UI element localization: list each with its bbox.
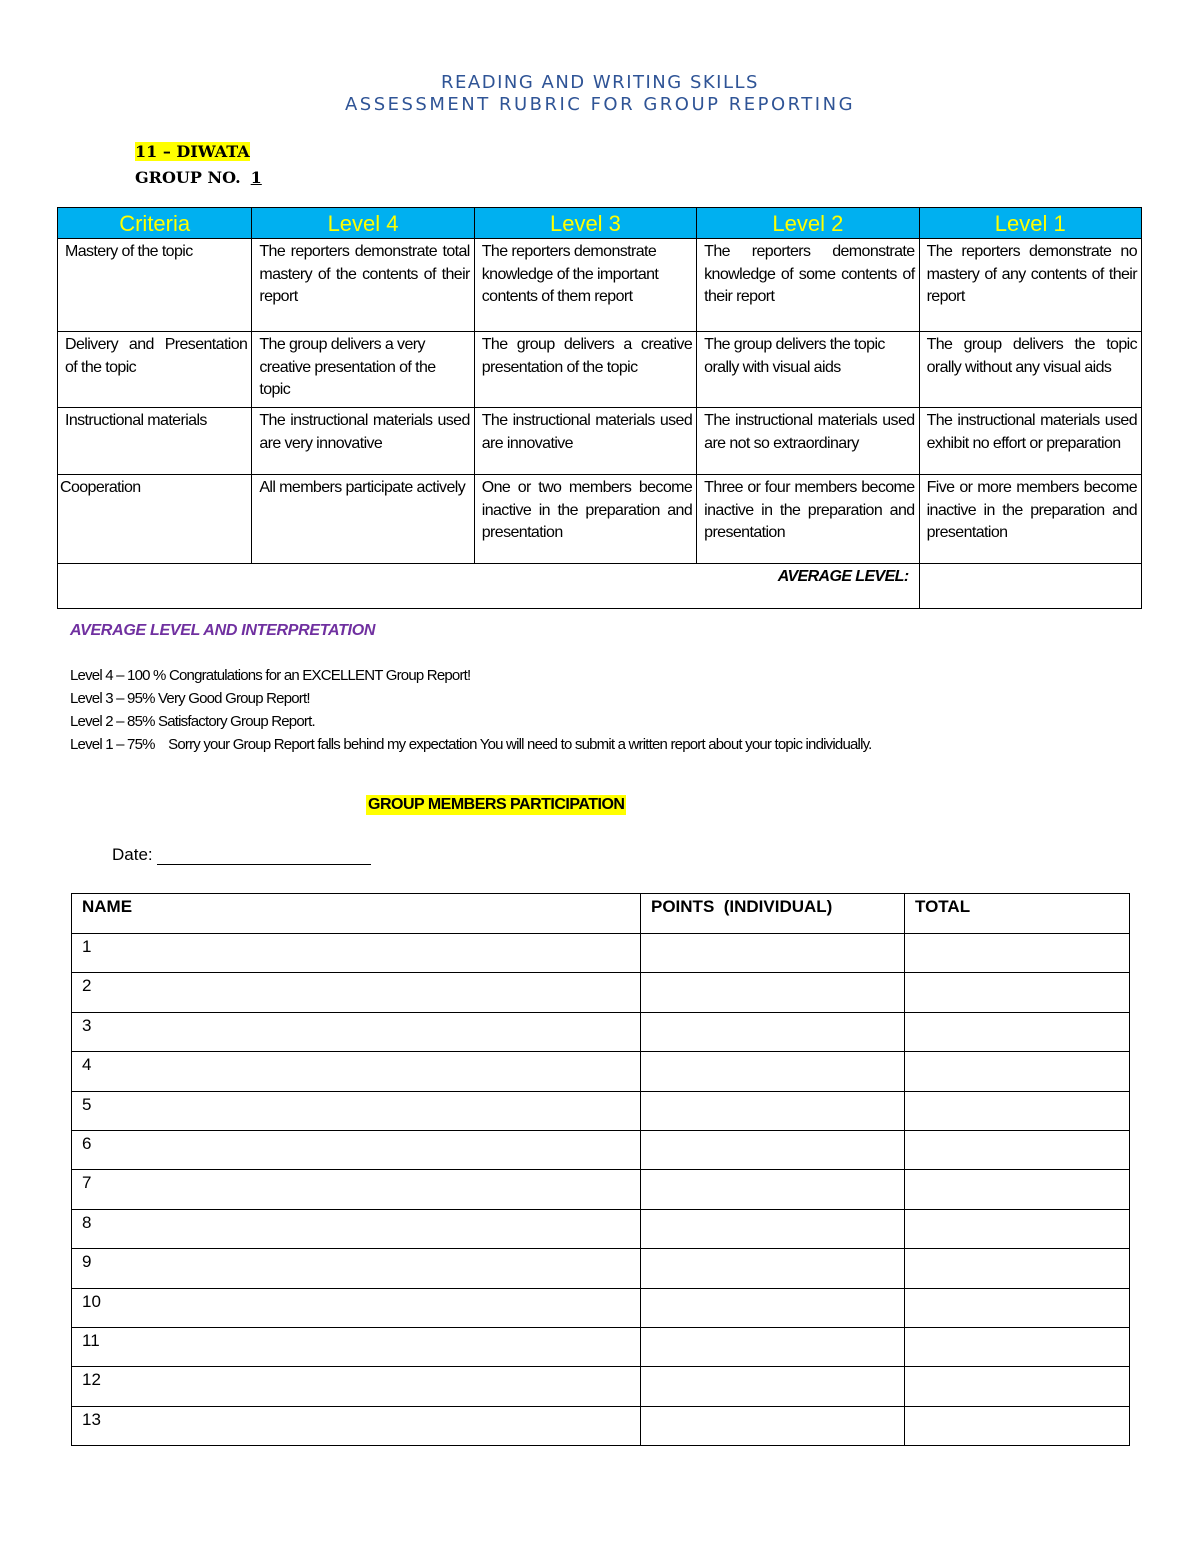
member-total-cell[interactable] — [905, 1091, 1130, 1130]
rubric-header-level1: Level 1 — [919, 208, 1141, 239]
rubric-header-level3: Level 3 — [474, 208, 696, 239]
rubric-level4-cell: All members participate actively — [252, 475, 474, 564]
participation-header-row — [72, 894, 1130, 934]
participation-row — [72, 1209, 1130, 1248]
rubric-level3-cell: The instructional materials used are innovative — [474, 408, 696, 475]
participation-header-name: NAME — [72, 894, 641, 934]
member-points-cell[interactable] — [641, 1209, 905, 1248]
participation-row — [72, 1327, 1130, 1366]
member-total-cell[interactable] — [905, 934, 1130, 973]
document-subtitle: ASSESSMENT RUBRIC FOR GROUP REPORTING — [344, 94, 856, 115]
member-points-cell[interactable] — [641, 934, 905, 973]
participation-row — [72, 1249, 1130, 1288]
member-name-cell[interactable]: 1 — [72, 934, 641, 973]
average-level-value-cell[interactable] — [919, 564, 1141, 609]
member-points-cell[interactable] — [641, 1249, 905, 1288]
average-level-label: AVERAGE LEVEL: — [58, 564, 920, 609]
participation-row — [72, 1130, 1130, 1169]
interpretation-line: Level 4 – 100 % Congratulations for an EXCELLENT Group Report! — [70, 667, 471, 684]
participation-heading: GROUP MEMBERS PARTICIPATION — [368, 796, 625, 813]
group-number-label: GROUP NO. — [135, 168, 241, 187]
member-points-cell[interactable] — [641, 1170, 905, 1209]
member-total-cell[interactable] — [905, 1249, 1130, 1288]
member-points-cell[interactable] — [641, 1012, 905, 1051]
member-name-cell[interactable]: 11 — [72, 1327, 641, 1366]
interpretation-line: Level 1 – 75% Sorry your Group Report falls behind my expectation You will need to submit a written report about your topic individually. — [70, 736, 872, 753]
participation-row — [72, 1406, 1130, 1445]
rubric-header-criteria: Criteria — [58, 208, 252, 239]
member-points-cell[interactable] — [641, 1288, 905, 1327]
member-total-cell[interactable] — [905, 1209, 1130, 1248]
participation-row — [72, 1091, 1130, 1130]
member-name-cell[interactable]: 7 — [72, 1170, 641, 1209]
rubric-table — [57, 207, 1142, 609]
rubric-level4-cell: The group delivers a very creative presentation of the topic — [252, 332, 474, 408]
member-total-cell[interactable] — [905, 1288, 1130, 1327]
rubric-row — [58, 332, 1142, 408]
member-total-cell[interactable] — [905, 1130, 1130, 1169]
participation-header-points: POINTS (INDIVIDUAL) — [641, 894, 905, 934]
participation-table — [71, 893, 1130, 1446]
rubric-level3-cell: One or two members become inactive in the preparation and presentation — [474, 475, 696, 564]
participation-row — [72, 1012, 1130, 1051]
date-label: Date: — [112, 845, 153, 864]
member-name-cell[interactable]: 10 — [72, 1288, 641, 1327]
rubric-level3-cell: The reporters demonstrate knowledge of the important contents of them report — [474, 239, 696, 332]
member-name-cell[interactable]: 2 — [72, 973, 641, 1012]
member-points-cell[interactable] — [641, 973, 905, 1012]
date-field[interactable] — [157, 846, 371, 865]
rubric-row — [58, 239, 1142, 332]
participation-row — [72, 1367, 1130, 1406]
member-points-cell[interactable] — [641, 1406, 905, 1445]
rubric-header-level2: Level 2 — [697, 208, 919, 239]
section-label: 11 – DIWATA — [135, 142, 250, 161]
rubric-criteria-cell: Delivery and Presentation of the topic — [58, 332, 252, 408]
member-total-cell[interactable] — [905, 1012, 1130, 1051]
rubric-level1-cell: The reporters demonstrate no mastery of any contents of their report — [919, 239, 1141, 332]
rubric-row — [58, 475, 1142, 564]
participation-header-total: TOTAL — [905, 894, 1130, 934]
member-name-cell[interactable]: 8 — [72, 1209, 641, 1248]
member-total-cell[interactable] — [905, 973, 1130, 1012]
rubric-header-row — [58, 208, 1142, 239]
rubric-level1-cell: The group delivers the topic orally without any visual aids — [919, 332, 1141, 408]
rubric-average-row — [58, 564, 1142, 609]
rubric-level3-cell: The group delivers a creative presentation of the topic — [474, 332, 696, 408]
rubric-level2-cell: Three or four members become inactive in the preparation and presentation — [697, 475, 919, 564]
interpretation-heading: AVERAGE LEVEL AND INTERPRETATION — [70, 622, 376, 639]
rubric-level4-cell: The instructional materials used are very innovative — [252, 408, 474, 475]
member-name-cell[interactable]: 6 — [72, 1130, 641, 1169]
interpretation-line: Level 3 – 95% Very Good Group Report! — [70, 690, 310, 707]
rubric-criteria-cell: Instructional materials — [58, 408, 252, 475]
document-title: READING AND WRITING SKILLS — [441, 72, 759, 93]
rubric-level2-cell: The instructional materials used are not so extraordinary — [697, 408, 919, 475]
member-points-cell[interactable] — [641, 1130, 905, 1169]
member-name-cell[interactable]: 3 — [72, 1012, 641, 1051]
rubric-criteria-cell: Cooperation — [58, 475, 252, 564]
participation-row — [72, 1170, 1130, 1209]
rubric-criteria-cell: Mastery of the topic — [58, 239, 252, 332]
member-total-cell[interactable] — [905, 1327, 1130, 1366]
rubric-level2-cell: The reporters demonstrate knowledge of some contents of their report — [697, 239, 919, 332]
member-total-cell[interactable] — [905, 1406, 1130, 1445]
member-points-cell[interactable] — [641, 1367, 905, 1406]
member-total-cell[interactable] — [905, 1052, 1130, 1091]
member-points-cell[interactable] — [641, 1091, 905, 1130]
member-total-cell[interactable] — [905, 1170, 1130, 1209]
participation-row — [72, 973, 1130, 1012]
member-name-cell[interactable]: 12 — [72, 1367, 641, 1406]
participation-row — [72, 1052, 1130, 1091]
member-name-cell[interactable]: 13 — [72, 1406, 641, 1445]
interpretation-line: Level 2 – 85% Satisfactory Group Report. — [70, 713, 315, 730]
rubric-level4-cell: The reporters demonstrate total mastery of the contents of their report — [252, 239, 474, 332]
date-line — [112, 845, 371, 865]
member-points-cell[interactable] — [641, 1327, 905, 1366]
member-total-cell[interactable] — [905, 1367, 1130, 1406]
group-number-line — [135, 168, 266, 187]
member-name-cell[interactable]: 5 — [72, 1091, 641, 1130]
group-number-value: 1 — [250, 168, 262, 187]
member-name-cell[interactable]: 9 — [72, 1249, 641, 1288]
rubric-level1-cell: Five or more members become inactive in the preparation and presentation — [919, 475, 1141, 564]
participation-row — [72, 934, 1130, 973]
member-points-cell[interactable] — [641, 1052, 905, 1091]
rubric-row — [58, 408, 1142, 475]
rubric-header-level4: Level 4 — [252, 208, 474, 239]
member-name-cell[interactable]: 4 — [72, 1052, 641, 1091]
rubric-level1-cell: The instructional materials used exhibit no effort or preparation — [919, 408, 1141, 475]
participation-row — [72, 1288, 1130, 1327]
rubric-level2-cell: The group delivers the topic orally with visual aids — [697, 332, 919, 408]
